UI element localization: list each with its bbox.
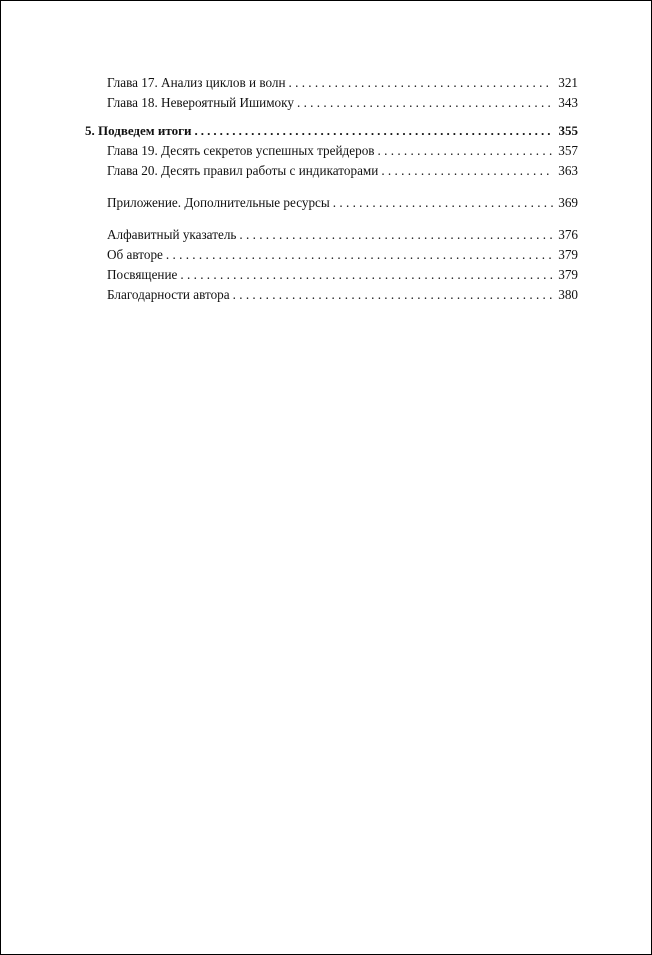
dot-leader: [381, 161, 553, 181]
table-of-contents: [85, 73, 578, 305]
toc-entry-appendix: [85, 193, 578, 213]
toc-entry-chapter-18: [85, 93, 578, 113]
toc-part-title: 5. Подведем итоги: [85, 123, 192, 138]
toc-entry-dedication: [85, 265, 578, 285]
spacer: [85, 113, 578, 121]
spacer: [85, 213, 578, 225]
toc-entry-chapter-19: [85, 141, 578, 161]
toc-entry-title: Алфавитный указатель: [107, 227, 237, 242]
toc-entry-about-author: [85, 245, 578, 265]
toc-entry-title: Глава 18. Невероятный Ишимоку: [107, 95, 294, 110]
toc-entry-title: Благодарности автора: [107, 287, 230, 302]
dot-leader: [233, 285, 553, 305]
dot-leader: [166, 245, 553, 265]
toc-entry-page: 363: [558, 163, 578, 178]
dot-leader: [289, 73, 553, 93]
toc-entry-page: 376: [558, 227, 578, 242]
toc-entry-title: Глава 20. Десять правил работы с индикаторами: [107, 163, 379, 178]
toc-entry-index: [85, 225, 578, 245]
toc-entry-title: Глава 17. Анализ циклов и волн: [107, 75, 286, 90]
toc-entry-page: 357: [558, 143, 578, 158]
dot-leader: [333, 193, 553, 213]
toc-entry-title: Приложение. Дополнительные ресурсы: [107, 195, 330, 210]
toc-entry-page: 369: [558, 195, 578, 210]
toc-entry-title: Посвящение: [107, 267, 178, 282]
dot-leader: [297, 93, 553, 113]
toc-entry-page: 343: [558, 95, 578, 110]
toc-entry-page: 379: [558, 247, 578, 262]
toc-entry-page: 321: [558, 75, 578, 90]
toc-entry-page: 380: [558, 287, 578, 302]
toc-entry-title: Глава 19. Десять секретов успешных трейдеров: [107, 143, 375, 158]
toc-entry-title: Об авторе: [107, 247, 163, 262]
dot-leader: [239, 225, 553, 245]
dot-leader: [378, 141, 553, 161]
toc-entry-chapter-17: [85, 73, 578, 93]
spacer: [85, 181, 578, 193]
dot-leader: [194, 121, 553, 141]
toc-part-page: 355: [558, 123, 578, 138]
toc-entry-chapter-20: [85, 161, 578, 181]
toc-entry-acknowledgements: [85, 285, 578, 305]
toc-entry-page: 379: [558, 267, 578, 282]
toc-entry-part-5: [85, 121, 578, 141]
dot-leader: [180, 265, 553, 285]
